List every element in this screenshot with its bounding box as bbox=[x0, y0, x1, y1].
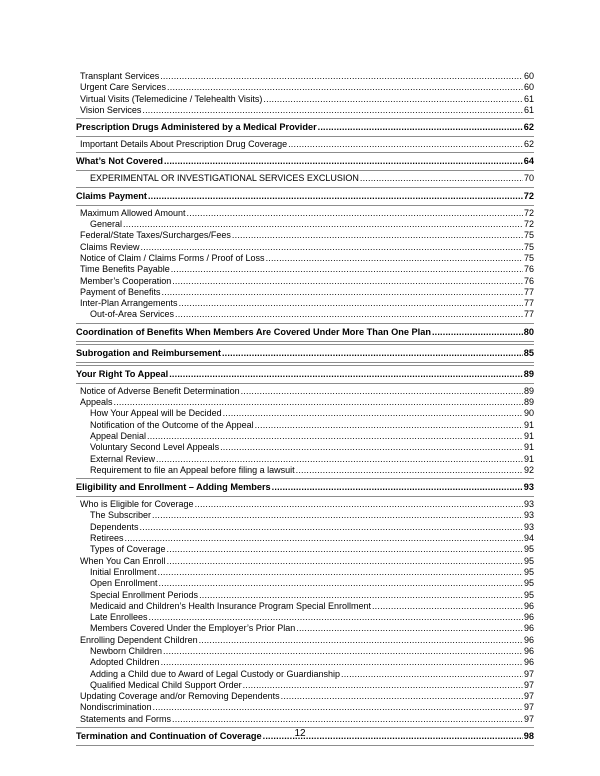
dot-leader bbox=[158, 567, 523, 578]
toc-entry[interactable] bbox=[76, 702, 534, 713]
dot-leader bbox=[223, 408, 523, 419]
toc-entry[interactable] bbox=[76, 533, 534, 544]
toc-entry-title: Termination and Continuation of Coverage bbox=[76, 731, 262, 742]
toc-entry-page: 96 bbox=[523, 645, 534, 656]
toc-entry-page: 93 bbox=[523, 482, 534, 493]
toc-entry-title: Claims Review bbox=[80, 241, 140, 252]
toc-entry[interactable] bbox=[76, 397, 534, 408]
toc-entry-page: 60 bbox=[523, 71, 534, 81]
toc-entry-title: Federal/State Taxes/Surcharges/Fees bbox=[80, 230, 231, 241]
toc-entry-page: 94 bbox=[523, 533, 534, 544]
dot-leader bbox=[172, 714, 523, 725]
toc-entry[interactable] bbox=[76, 82, 534, 93]
toc-entry[interactable] bbox=[76, 230, 534, 241]
toc-entry[interactable] bbox=[76, 431, 534, 442]
dot-leader bbox=[318, 121, 523, 134]
dot-leader bbox=[432, 326, 523, 339]
toc-entry-title: Members Covered Under the Employer’s Prior Plan bbox=[90, 623, 296, 634]
toc-entry-page: 64 bbox=[523, 156, 534, 167]
toc-entry[interactable] bbox=[76, 298, 534, 309]
toc-entry-page: 80 bbox=[523, 326, 534, 337]
dot-leader bbox=[266, 253, 523, 264]
toc-entry-page: 89 bbox=[523, 397, 534, 408]
toc-entry[interactable] bbox=[76, 208, 534, 219]
toc-entry-title: Time Benefits Payable bbox=[80, 264, 170, 275]
toc-entry-page: 96 bbox=[523, 600, 534, 611]
toc-entry-title: Inter-Plan Arrangements bbox=[80, 298, 178, 309]
dot-leader bbox=[156, 454, 523, 465]
toc-entry-page: 72 bbox=[523, 219, 534, 230]
toc-entry-page: 95 bbox=[523, 544, 534, 555]
dot-leader bbox=[220, 442, 523, 453]
toc-entry-page: 93 bbox=[523, 499, 534, 510]
toc-entry[interactable] bbox=[76, 567, 534, 578]
toc-entry[interactable] bbox=[76, 499, 534, 510]
toc-entry-page: 97 bbox=[523, 702, 534, 713]
toc-entry-title: External Review bbox=[90, 453, 156, 464]
toc-entry-title: Notice of Claim / Claims Forms / Proof of Loss bbox=[80, 252, 265, 263]
toc-entry[interactable] bbox=[76, 657, 534, 668]
toc-entry-page: 75 bbox=[523, 230, 534, 241]
toc-entry-page: 97 bbox=[523, 713, 534, 724]
toc-entry[interactable] bbox=[76, 669, 534, 680]
toc-entry-page: 76 bbox=[523, 275, 534, 286]
toc-entry[interactable] bbox=[76, 420, 534, 431]
toc-section-heading[interactable] bbox=[76, 344, 534, 363]
dot-leader bbox=[167, 544, 523, 555]
toc-entry[interactable] bbox=[76, 635, 534, 646]
toc-entry-title: Appeal Denial bbox=[90, 430, 147, 441]
toc-entry-page: 96 bbox=[523, 612, 534, 623]
toc-entry[interactable] bbox=[76, 623, 534, 634]
toc-entry-page: 97 bbox=[523, 668, 534, 679]
toc-entry-page: 96 bbox=[523, 623, 534, 634]
toc-entry-title: Member’s Cooperation bbox=[80, 275, 172, 286]
dot-leader bbox=[243, 680, 523, 691]
toc-section-heading[interactable] bbox=[76, 152, 534, 171]
toc-entry-page: 96 bbox=[523, 657, 534, 668]
toc-entry-title: Your Right To Appeal bbox=[76, 368, 169, 379]
toc-entry-title: Types of Coverage bbox=[90, 544, 166, 555]
toc-entry-page: 62 bbox=[523, 122, 534, 133]
toc-entry[interactable] bbox=[76, 309, 534, 320]
toc-entry-page: 70 bbox=[523, 173, 534, 184]
toc-entry[interactable] bbox=[76, 590, 534, 601]
dot-leader bbox=[255, 420, 523, 431]
dot-leader bbox=[125, 533, 523, 544]
toc-entry-title: Dependents bbox=[90, 521, 139, 532]
toc-entry-page: 93 bbox=[523, 510, 534, 521]
toc-entry-title: Payment of Benefits bbox=[80, 286, 161, 297]
toc-entry-title: Late Enrollees bbox=[90, 612, 148, 623]
toc-entry[interactable] bbox=[76, 556, 534, 567]
toc-entry-title: Claims Payment bbox=[76, 190, 147, 201]
toc-entry-page: 77 bbox=[523, 309, 534, 320]
toc-entry[interactable] bbox=[76, 612, 534, 623]
page-number: 12 bbox=[294, 728, 306, 739]
dot-leader bbox=[147, 431, 523, 442]
toc-entry[interactable] bbox=[76, 287, 534, 298]
toc-entry[interactable] bbox=[76, 408, 534, 419]
toc-entry[interactable] bbox=[76, 264, 534, 275]
toc-entry-page: 72 bbox=[523, 207, 534, 218]
dot-leader bbox=[263, 94, 523, 105]
toc-entry-page: 61 bbox=[523, 104, 534, 115]
dot-leader bbox=[175, 309, 523, 320]
toc-entry-page: 76 bbox=[523, 264, 534, 275]
toc-entry-page: 91 bbox=[523, 453, 534, 464]
toc-entry-title: Retirees bbox=[90, 533, 124, 544]
toc-entry[interactable] bbox=[76, 253, 534, 264]
toc-entry-title: Out-of-Area Services bbox=[90, 309, 175, 320]
dot-leader bbox=[172, 276, 523, 287]
toc-entry-title: Updating Coverage and/or Removing Dependents bbox=[80, 691, 280, 702]
toc-entry[interactable] bbox=[76, 578, 534, 589]
dot-leader bbox=[296, 623, 523, 634]
toc-entry-page: 97 bbox=[523, 691, 534, 702]
toc-entry-title: Statements and Forms bbox=[80, 713, 172, 724]
toc-entry-page: 98 bbox=[523, 731, 534, 742]
toc-entry-title: Virtual Visits (Telemedicine / Telehealth Visits) bbox=[80, 93, 263, 104]
dot-leader bbox=[187, 208, 523, 219]
toc-entry[interactable] bbox=[76, 219, 534, 230]
dot-leader bbox=[195, 499, 523, 510]
toc-entry-title: The Subscriber bbox=[90, 510, 152, 521]
toc-entry[interactable] bbox=[76, 276, 534, 287]
toc-entry-title: Vision Services bbox=[80, 104, 142, 115]
toc-entry-title: Notification of the Outcome of the Appeal bbox=[90, 419, 254, 430]
dot-leader bbox=[341, 669, 523, 680]
toc-entry-title: Prescription Drugs Administered by a Medical Provider bbox=[76, 122, 317, 133]
dot-leader bbox=[164, 155, 523, 168]
dot-leader bbox=[140, 522, 523, 533]
toc-entry-title: Requirement to file an Appeal before filing a lawsuit bbox=[90, 464, 295, 475]
dot-leader bbox=[281, 691, 523, 702]
toc-entry-title: Open Enrollment bbox=[90, 578, 158, 589]
toc-entry[interactable] bbox=[76, 454, 534, 465]
dot-leader bbox=[272, 481, 523, 494]
toc-entry-title: Maximum Allowed Amount bbox=[80, 207, 186, 218]
dot-leader bbox=[159, 578, 523, 589]
dot-leader bbox=[161, 657, 523, 668]
toc-entry[interactable] bbox=[76, 105, 534, 116]
toc-entry-page: 91 bbox=[523, 442, 534, 453]
toc-entry-page: 92 bbox=[523, 464, 534, 475]
toc-entry-page: 95 bbox=[523, 566, 534, 577]
toc-entry-page: 91 bbox=[523, 430, 534, 441]
toc-entry-title: Qualified Medical Child Support Order bbox=[90, 679, 242, 690]
toc-section-heading[interactable] bbox=[76, 323, 534, 342]
toc-section-heading[interactable] bbox=[76, 187, 534, 206]
toc-entry-title: General bbox=[90, 219, 123, 230]
dot-leader bbox=[241, 386, 523, 397]
table-of-contents bbox=[76, 71, 534, 748]
toc-entry-page: 95 bbox=[523, 578, 534, 589]
toc-entry-page: 62 bbox=[523, 139, 534, 150]
dot-leader bbox=[232, 230, 523, 241]
toc-entry[interactable] bbox=[76, 442, 534, 453]
dot-leader bbox=[162, 287, 523, 298]
toc-entry-page: 77 bbox=[523, 286, 534, 297]
toc-entry[interactable] bbox=[76, 646, 534, 657]
dot-leader bbox=[152, 510, 523, 521]
toc-entry[interactable] bbox=[76, 510, 534, 521]
toc-entry-title: Notice of Adverse Benefit Determination bbox=[80, 385, 240, 396]
dot-leader bbox=[141, 242, 523, 253]
toc-entry-page: 75 bbox=[523, 252, 534, 263]
dot-leader bbox=[179, 298, 523, 309]
toc-entry-page: 95 bbox=[523, 555, 534, 566]
dot-leader bbox=[199, 590, 523, 601]
toc-entry[interactable] bbox=[76, 680, 534, 691]
toc-entry-title: How Your Appeal will be Decided bbox=[90, 408, 222, 419]
toc-entry-title: Transplant Services bbox=[80, 71, 160, 81]
toc-entry-page: 60 bbox=[523, 82, 534, 93]
toc-entry[interactable] bbox=[76, 691, 534, 702]
toc-entry-page: 93 bbox=[523, 521, 534, 532]
toc-entry-page: 72 bbox=[523, 190, 534, 201]
toc-entry-title: Medicaid and Children’s Health Insurance Program Special Enrollment bbox=[90, 600, 371, 611]
toc-entry-page: 95 bbox=[523, 589, 534, 600]
toc-entry-title: Voluntary Second Level Appeals bbox=[90, 442, 220, 453]
dot-leader bbox=[123, 219, 523, 230]
toc-entry[interactable] bbox=[76, 714, 534, 725]
toc-entry[interactable] bbox=[76, 94, 534, 105]
toc-entry-title: Nondiscrimination bbox=[80, 702, 152, 713]
dot-leader bbox=[372, 601, 523, 612]
toc-entry[interactable] bbox=[76, 173, 534, 184]
toc-entry-page: 85 bbox=[523, 347, 534, 358]
toc-entry-title: Appeals bbox=[80, 397, 113, 408]
dot-leader bbox=[171, 264, 523, 275]
dot-leader bbox=[222, 347, 523, 360]
toc-entry[interactable] bbox=[76, 544, 534, 555]
dot-leader bbox=[153, 702, 523, 713]
toc-entry-title: Newborn Children bbox=[90, 645, 163, 656]
toc-entry[interactable] bbox=[76, 386, 534, 397]
toc-entry-page: 89 bbox=[523, 385, 534, 396]
toc-entry[interactable] bbox=[76, 522, 534, 533]
dot-leader bbox=[199, 635, 523, 646]
dot-leader bbox=[167, 556, 523, 567]
toc-entry[interactable] bbox=[76, 139, 534, 150]
toc-entry-title: Adopted Children bbox=[90, 657, 160, 668]
toc-entry-page: 96 bbox=[523, 634, 534, 645]
dot-leader bbox=[160, 71, 523, 82]
toc-entry-title: Initial Enrollment bbox=[90, 566, 157, 577]
dot-leader bbox=[360, 173, 523, 184]
dot-leader bbox=[169, 368, 523, 381]
toc-entry-title: When You Can Enroll bbox=[80, 555, 166, 566]
toc-entry-title: What’s Not Covered bbox=[76, 156, 163, 167]
dot-leader bbox=[149, 612, 523, 623]
toc-entry[interactable] bbox=[76, 601, 534, 612]
toc-entry-page: 61 bbox=[523, 93, 534, 104]
dot-leader bbox=[148, 190, 523, 203]
toc-entry-title: Urgent Care Services bbox=[80, 82, 167, 93]
toc-entry[interactable] bbox=[76, 242, 534, 253]
toc-entry-title: Important Details About Prescription Drug Coverage bbox=[80, 139, 288, 150]
dot-leader bbox=[142, 105, 523, 116]
dot-leader bbox=[163, 646, 523, 657]
toc-entry-title: Subrogation and Reimbursement bbox=[76, 347, 221, 358]
toc-entry-page: 91 bbox=[523, 419, 534, 430]
toc-entry-title: Adding a Child due to Award of Legal Custody or Guardianship bbox=[90, 668, 340, 679]
toc-entry[interactable] bbox=[76, 465, 534, 476]
toc-section-heading[interactable] bbox=[76, 118, 534, 137]
toc-entry[interactable] bbox=[76, 71, 534, 82]
toc-section-heading[interactable] bbox=[76, 365, 534, 384]
toc-entry-page: 75 bbox=[523, 241, 534, 252]
toc-entry-title: Who is Eligible for Coverage bbox=[80, 499, 194, 510]
toc-entry-page: 97 bbox=[523, 679, 534, 690]
dot-leader bbox=[114, 397, 523, 408]
toc-entry-title: Eligibility and Enrollment – Adding Members bbox=[76, 482, 271, 493]
toc-entry-page: 89 bbox=[523, 368, 534, 379]
dot-leader bbox=[296, 465, 523, 476]
toc-entry-title: Coordination of Benefits When Members Are Covered Under More Than One Plan bbox=[76, 326, 431, 337]
toc-entry-page: 77 bbox=[523, 298, 534, 309]
toc-entry-title: Enrolling Dependent Children bbox=[80, 634, 198, 645]
toc-entry-title: Special Enrollment Periods bbox=[90, 589, 199, 600]
toc-entry-page: 90 bbox=[523, 408, 534, 419]
toc-section-heading[interactable] bbox=[76, 478, 534, 497]
dot-leader bbox=[288, 139, 523, 150]
toc-entry-title: EXPERIMENTAL OR INVESTIGATIONAL SERVICES EXCLUSION bbox=[90, 173, 359, 184]
dot-leader bbox=[167, 82, 523, 93]
